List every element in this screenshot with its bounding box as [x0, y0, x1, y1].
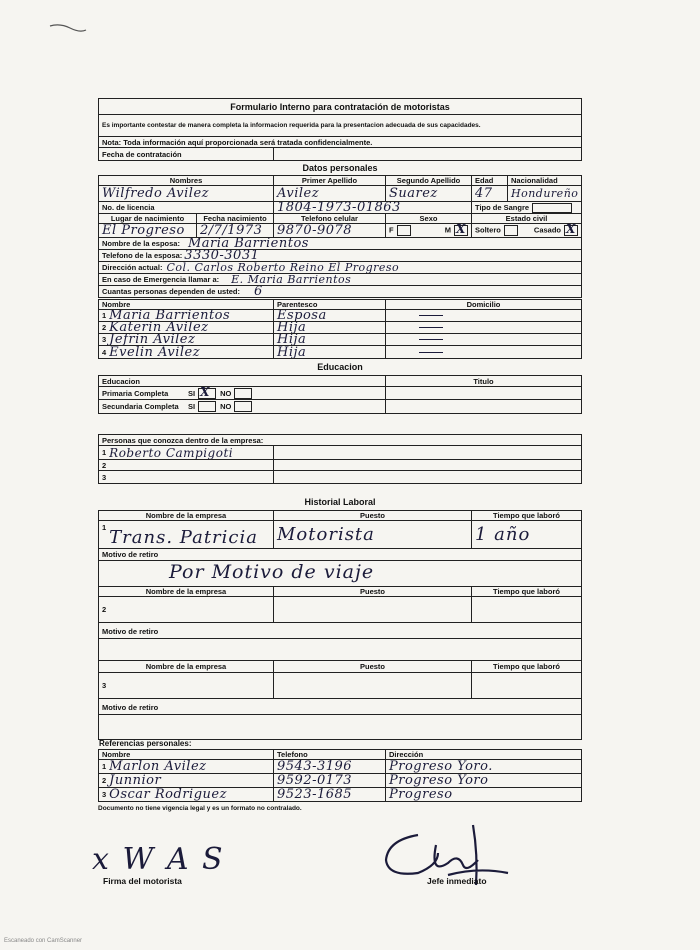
- table-row: [99, 774, 581, 788]
- tiempo-value[interactable]: [472, 597, 581, 622]
- table-row: [99, 346, 581, 358]
- motivo-label: Motivo de retiro: [102, 703, 159, 712]
- row-number: 2: [102, 776, 107, 785]
- puesto-label: Puesto: [274, 587, 472, 596]
- dep-parentesco-value[interactable]: Hija: [274, 346, 386, 358]
- primaria-no-label: NO: [220, 388, 232, 398]
- historial-title: Historial Laboral: [304, 497, 376, 507]
- tipo-sangre-box[interactable]: [532, 203, 572, 213]
- tel-esposa-row: [99, 250, 581, 261]
- ref-direccion-value[interactable]: Progreso Yoro: [389, 774, 489, 787]
- motivo-block: [99, 623, 581, 661]
- secundaria-si-checkbox[interactable]: [198, 401, 216, 412]
- tipo-sangre-field[interactable]: [472, 202, 581, 213]
- row-number: 3: [102, 335, 107, 344]
- table-row: [99, 673, 581, 699]
- motivo-label: Motivo de retiro: [102, 627, 159, 636]
- header-table: [98, 98, 582, 161]
- dep-parentesco-value[interactable]: Hija: [274, 322, 386, 333]
- estado-civil-label: Estado civil: [505, 214, 548, 223]
- nombres-label: Nombres: [99, 176, 274, 185]
- dep-parentesco-value[interactable]: Esposa: [274, 310, 386, 321]
- persona-value[interactable]: Roberto Campigoti: [109, 446, 234, 459]
- tel-esposa-value[interactable]: 3330-3031: [184, 250, 260, 261]
- dep-domicilio-value[interactable]: [386, 346, 581, 358]
- tiempo-label: Tiempo que laboró: [493, 587, 560, 596]
- telefono-value[interactable]: 9870-9078: [274, 224, 386, 237]
- row-number: 2: [102, 460, 107, 470]
- sexo-f-option[interactable]: [389, 225, 411, 236]
- educacion-title: Educacion: [317, 362, 363, 372]
- table-row: [99, 788, 581, 801]
- puesto-value[interactable]: [274, 673, 472, 698]
- fecha-contratacion-label: Fecha de contratación: [99, 148, 274, 160]
- segundo-apellido-label: Segundo Apellido: [386, 176, 472, 185]
- row-number: 1: [102, 762, 107, 771]
- row-number: 1: [102, 311, 107, 320]
- edad-label: Edad: [472, 176, 508, 185]
- dash-mark: [419, 339, 443, 340]
- casado-label: Casado: [533, 225, 561, 235]
- ref-telefono-label: Telefono: [274, 750, 386, 759]
- primaria-row: [99, 387, 386, 399]
- motivo-value[interactable]: [99, 638, 581, 660]
- dash-mark: [419, 327, 443, 328]
- ref-telefono-value[interactable]: 9523-1685: [274, 788, 386, 801]
- list-item: [99, 446, 581, 460]
- dep-nombre-value[interactable]: Jefrin Avilez: [109, 334, 196, 345]
- tiempo-label: Tiempo que laboró: [493, 662, 560, 671]
- empresa-label: Nombre de la empresa: [99, 587, 274, 596]
- licencia-value[interactable]: 1804-1973-01863: [274, 202, 472, 213]
- form-note: Nota: Toda información aquí proporcionada será tratada confidencialmente.: [102, 137, 373, 147]
- primaria-no-checkbox[interactable]: [234, 388, 252, 399]
- form-intro: Es importante contestar de manera completa la informacion requerida para la presentacion adecuada de sus capacidades.: [102, 122, 481, 129]
- puesto-label: Puesto: [274, 661, 472, 672]
- fecha-nacimiento-value[interactable]: 2/7/1973: [197, 224, 274, 237]
- row-number: 1: [102, 448, 107, 457]
- casado-checkbox[interactable]: [564, 225, 578, 236]
- table-row: [99, 760, 581, 774]
- row-number: 4: [102, 347, 107, 357]
- sexo-m-option[interactable]: [445, 225, 468, 236]
- primer-apellido-value[interactable]: Avilez: [274, 186, 386, 201]
- form-title: Formulario Interno para contratación de motoristas: [230, 101, 450, 112]
- jefe-label: Jefe inmediato: [427, 876, 487, 886]
- primaria-label: Primaria Completa: [102, 388, 169, 398]
- dep-nombre-value[interactable]: Maria Barrientos: [109, 310, 231, 321]
- esposa-label: Nombre de la esposa:: [102, 239, 180, 248]
- titulo-value[interactable]: [386, 387, 581, 399]
- puesto-value[interactable]: [274, 597, 472, 622]
- educacion-label: Educacion: [99, 376, 386, 386]
- firma-motorista-label: Firma del motorista: [103, 876, 182, 886]
- table-row: [99, 310, 581, 322]
- soltero-label: Soltero: [475, 225, 501, 235]
- titulo-label: Titulo: [473, 376, 494, 386]
- ref-nombre-value[interactable]: Oscar Rodriguez: [109, 788, 227, 801]
- tiempo-value[interactable]: [472, 673, 581, 698]
- dep-nombre-value[interactable]: Katerin Avilez: [109, 322, 209, 333]
- row-number: 3: [102, 472, 107, 482]
- table-row: [99, 597, 581, 623]
- personas-table: [98, 434, 582, 484]
- ref-telefono-value[interactable]: 9543-3196: [274, 760, 386, 773]
- segundo-apellido-value[interactable]: Suarez: [386, 186, 472, 201]
- dep-domicilio-value[interactable]: [386, 334, 581, 345]
- secundaria-no-label: NO: [220, 402, 232, 411]
- lugar-nacimiento-value[interactable]: El Progreso: [99, 224, 197, 237]
- datos-personales-table: [98, 175, 582, 298]
- legal-note: Documento no tiene vigencia legal y es un formato no contralado.: [98, 805, 302, 812]
- direccion-row: [99, 262, 581, 273]
- motivo-label: Motivo de retiro: [102, 550, 159, 559]
- motivo-block: [99, 549, 581, 587]
- tiempo-value[interactable]: 1 año: [475, 524, 531, 545]
- dependen-row: [99, 286, 581, 297]
- primaria-si-checkbox[interactable]: [198, 388, 216, 399]
- dependen-value[interactable]: 6: [253, 286, 263, 297]
- esposa-value[interactable]: Maria Barrientos: [187, 238, 309, 249]
- dependen-label: Cuantas personas dependen de usted:: [102, 287, 240, 296]
- firma-motorista-value: x W A S: [92, 842, 225, 877]
- table-row: [99, 521, 581, 549]
- titulo-value-2[interactable]: [386, 400, 581, 413]
- row-number: 2: [102, 323, 107, 332]
- ref-nombre-label: Nombre: [99, 750, 274, 759]
- pen-mark-icon: [48, 20, 88, 34]
- tiempo-label: Tiempo que laboró: [493, 511, 560, 520]
- nacionalidad-label: Nacionalidad: [511, 176, 558, 185]
- dep-parentesco-value[interactable]: Hija: [274, 334, 386, 345]
- licencia-label: No. de licencia: [99, 202, 274, 213]
- datos-personales-title: Datos personales: [302, 163, 378, 173]
- historial-table: [98, 510, 582, 740]
- emergencia-label: En caso de Emergencia llamar a:: [102, 275, 220, 284]
- empresa-label: Nombre de la empresa: [99, 511, 274, 520]
- secundaria-label: Secundaria Completa: [102, 402, 179, 411]
- ref-telefono-value[interactable]: 9592-0173: [274, 774, 386, 787]
- direccion-value[interactable]: Col. Carlos Roberto Reino El Progreso: [166, 262, 400, 273]
- referencias-table: [98, 749, 582, 802]
- scanner-watermark: Escaneado con CamScanner: [4, 938, 83, 944]
- motivo-block: [99, 699, 581, 739]
- sexo-m-label: M: [444, 225, 451, 235]
- primaria-si-label: SI: [188, 388, 196, 398]
- soltero-option[interactable]: [475, 225, 518, 236]
- ref-direccion-value[interactable]: Progreso: [389, 788, 453, 801]
- row-number: 1: [102, 523, 107, 532]
- soltero-checkbox[interactable]: [504, 225, 518, 236]
- personas-label: Personas que conozca dentro de la empresa:: [102, 435, 264, 445]
- telefono-label: Telefono celular: [274, 214, 386, 223]
- sexo-label: Sexo: [386, 214, 472, 223]
- table-row: [99, 322, 581, 334]
- empresa-value[interactable]: Trans. Patricia: [109, 527, 258, 548]
- nombres-value[interactable]: Wilfredo Avilez: [99, 186, 274, 201]
- dep-domicilio-value[interactable]: [386, 310, 581, 321]
- list-item: [99, 471, 581, 483]
- fecha-nacimiento-label: Fecha nacimiento: [197, 214, 274, 223]
- dash-mark: [419, 315, 443, 316]
- fecha-contratacion-value[interactable]: [274, 148, 581, 160]
- dep-nombre-label: Nombre: [99, 300, 274, 309]
- sexo-m-checkbox[interactable]: [454, 225, 468, 236]
- secundaria-no-checkbox[interactable]: [234, 401, 252, 412]
- dependientes-table: [98, 299, 582, 359]
- secundaria-row: [99, 400, 386, 413]
- estado-civil-options: [472, 224, 581, 237]
- dep-domicilio-label: Domicilio: [466, 300, 501, 309]
- dep-nombre-value[interactable]: Evelin Avilez: [109, 346, 201, 358]
- ref-direccion-label: Dirección: [389, 750, 424, 759]
- ref-nombre-value[interactable]: Marlon Avilez: [109, 760, 207, 773]
- motivo-value[interactable]: [99, 714, 581, 739]
- referencias-title: Referencias personales:: [99, 739, 192, 748]
- sexo-f-label: F: [389, 225, 394, 235]
- secundaria-si-label: SI: [188, 402, 196, 411]
- table-row: [99, 334, 581, 346]
- puesto-label: Puesto: [274, 511, 472, 520]
- direccion-label: Dirección actual:: [102, 263, 163, 272]
- tipo-sangre-label: Tipo de Sangre: [475, 203, 530, 212]
- emergencia-row: [99, 274, 581, 285]
- dep-domicilio-value[interactable]: [386, 322, 581, 333]
- dep-parentesco-label: Parentesco: [274, 300, 386, 309]
- dash-mark: [419, 352, 443, 353]
- educacion-table: [98, 375, 582, 414]
- edad-value[interactable]: 47: [472, 186, 508, 201]
- row-number: 2: [102, 605, 107, 614]
- ref-nombre-value[interactable]: Junnior: [109, 774, 162, 787]
- row-number: 3: [102, 681, 107, 690]
- lugar-nacimiento-label: Lugar de nacimiento: [99, 214, 197, 223]
- nacionalidad-value[interactable]: Hondureño: [511, 187, 579, 200]
- motivo-value[interactable]: Por Motivo de viaje: [99, 560, 581, 583]
- empresa-label: Nombre de la empresa: [99, 661, 274, 672]
- row-number: 3: [102, 790, 107, 799]
- primer-apellido-label: Primer Apellido: [274, 176, 386, 185]
- casado-option[interactable]: [534, 225, 578, 236]
- sexo-f-checkbox[interactable]: [397, 225, 411, 236]
- list-item: [99, 460, 581, 471]
- ref-direccion-value[interactable]: Progreso Yoro.: [389, 760, 493, 773]
- tel-esposa-label: Telefono de la esposa:: [102, 251, 183, 260]
- puesto-value[interactable]: Motorista: [274, 521, 472, 548]
- sexo-options: [386, 224, 472, 237]
- esposa-row: [99, 238, 581, 249]
- emergencia-value[interactable]: E. Maria Barrientos: [231, 274, 352, 285]
